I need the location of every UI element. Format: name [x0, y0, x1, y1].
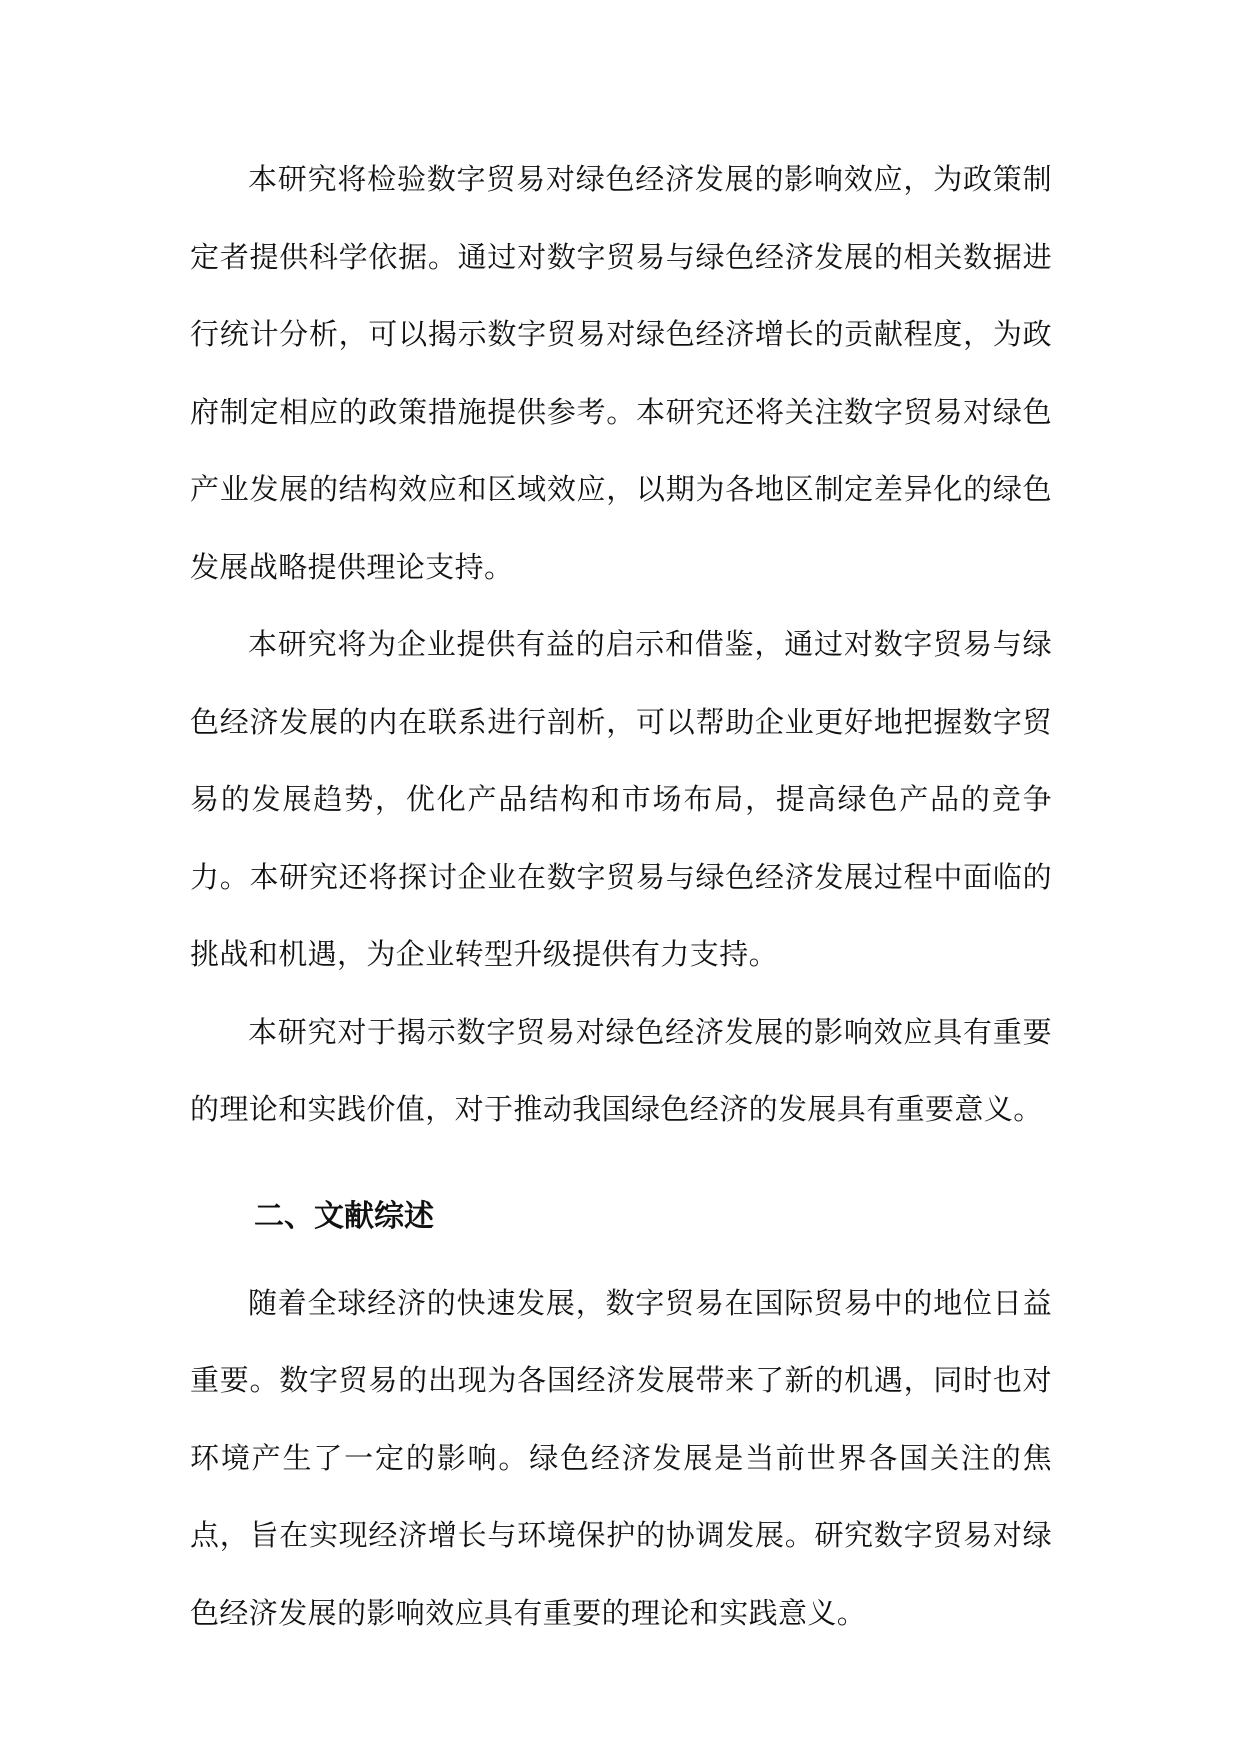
- spacer: [190, 1247, 1052, 1265]
- document-body: [190, 141, 1052, 1652]
- section-heading-literature-review: 二、文献综述: [254, 1198, 434, 1234]
- paragraph-enterprises: 本研究将为企业提供有益的启示和借鉴，通过对数字贸易与绿色经济发展的内在联系进行剖析，可以帮助企业更好地把握数字贸易的发展趋势，优化产品结构和市场布局，提高绿色产品的竞争力。本研究还将探讨企业在数字贸易与绿色经济发展过程中面临的挑战和机遇，为企业转型升级提供有力支持。: [190, 627, 1052, 971]
- paragraph-literature-intro: 随着全球经济的快速发展，数字贸易在国际贸易中的地位日益重要。数字贸易的出现为各国经济发展带来了新的机遇，同时也对环境产生了一定的影响。绿色经济发展是当前世界各国关注的焦点，旨在实现经济增长与环境保护的协调发展。研究数字贸易对绿色经济发展的影响效应具有重要的理论和实践意义。: [190, 1285, 1052, 1630]
- paragraph-significance: 本研究对于揭示数字贸易对绿色经济发展的影响效应具有重要的理论和实践价值，对于推动我国绿色经济的发展具有重要意义。: [190, 1014, 1052, 1126]
- paragraph-policy-makers: 本研究将检验数字贸易对绿色经济发展的影响效应，为政策制定者提供科学依据。通过对数字贸易与绿色经济发展的相关数据进行统计分析，可以揭示数字贸易对绿色经济增长的贡献程度，为政府制定相应的政策措施提供参考。本研究还将关注数字贸易对绿色产业发展的结构效应和区域效应，以期为各地区制定差异化的绿色发展战略提供理论支持。: [190, 162, 1052, 584]
- spacer: [190, 1149, 1052, 1187]
